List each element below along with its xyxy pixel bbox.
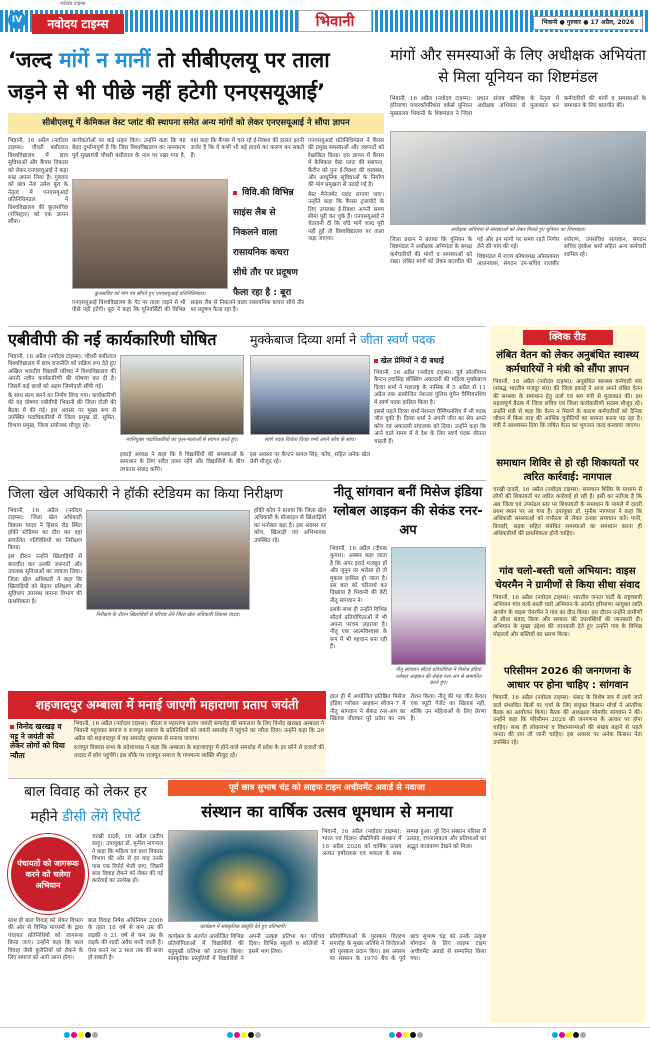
neetu-body-left — [330, 546, 387, 690]
quick-read-item — [493, 349, 642, 431]
quick-read-item — [493, 665, 642, 747]
paragraph: के साथ काम करने का निर्णय लिया गया। कार्यकारिणी की यह घोषणा एबीवीपी भिवानी की जिला टोली की बैठक में की गई। इस अवसर पर मुख्य रूप से उपस्थित पदाधिकारियों में जिला प्रमुख डॉ. सुमित, विभाग प्रमुख, जिला संयोजक मौजूद रहे। — [8, 393, 116, 429]
lead-body-right — [308, 138, 384, 324]
annual-kicker: पूर्व छात्र सुभाष चंद्र को लाइफ टाइम अचीवमेंट अवार्ड से नवाजा — [168, 780, 486, 796]
cmyk-swatch — [552, 1032, 586, 1038]
lead-headline-part: ‘जल्द — [8, 48, 60, 72]
paragraph: साथ ही बाल विवाह को लेकर विभाग की ओर से विभिन्न माध्यमों के द्वारा पंचायत प्रतिनिधियों को जागरूक किया जाए। उन्होंने कहा कि बाल विवाह जैसी कुरीतियों को रोकने के लिए समाज को आगे आना होगा। — [8, 918, 83, 962]
cmyk-swatch — [389, 1032, 423, 1038]
abvp-body-left — [8, 354, 116, 478]
paragraph: भिवानी, 16 अप्रैल (नवोदय टाइम्स): जिला खेल अधिकारी विकास यादव ने हिसार रोड स्थित हॉकी स्टेडियम का दौरा कर वहां संचालित गतिविधियों का निरीक्षण किया। — [8, 508, 82, 552]
pratap-body — [74, 721, 324, 777]
paragraph: शिष्टमंडल में राज्य कोषाध्यक्ष ओमप्रकाश आलनवास, संगठन उप-सचिव राजबीर श्योराण, उपसचिव सत्यवान, संगठन सचिव हरकेश शर्मा सहित अन्य कर्मचारी शामिल रहे। — [477, 237, 646, 268]
boxing-headline — [250, 329, 486, 351]
paragraph: इकाई अध्यक्ष ने कहा कि वे विद्यार्थियों की समस्याओं के समाधान के लिए सदैव तत्पर रहेंगे और विद्यार्थियों के बीच लगातार संवाद करेंगे। — [120, 452, 244, 473]
paragraph: इस अवसर पर कैप्टन कमल सिंह, कोच, सहित अनेक खेल प्रेमी मौजूद रहे। — [250, 452, 370, 466]
paragraph: भिवानी, 16 अप्रैल (नवोदय टाइम्स): चौधरी बंसीलाल विश्वविद्यालय में छात्र राजनीति को सक्रिय रूप देते हुए अखिल भारतीय विद्यार्थी परिषद ने विश्वविद्यालय की अपनी नवीन कार्यकारिणी की घोषणा कर दी है। जिसमें कई छात्रों को अहम जिम्मेदारी सौंपी गई। — [8, 354, 116, 390]
union-body-bottom — [390, 237, 646, 324]
abvp-headline: एबीवीपी की नई कार्यकारिणी घोषित — [8, 330, 217, 349]
bullet-icon — [374, 359, 378, 363]
lead-headline-part: तो सीबीएलयू पर ताला — [150, 48, 330, 72]
abvp-photo — [120, 355, 244, 435]
pullquote-text: खेल प्रेमियों ने दी बधाई — [380, 356, 444, 365]
child-marriage-body-bottom — [8, 918, 163, 1022]
paragraph: भिवानी, 16 अप्रैल (नवोदय टाइम्स): हरियाणा पावरकॉर्पोरेशंस वर्कर्स यूनियन मुख्यालय भिवानी के शिष्टमंडल ने जिला प्रधान संजय कौशिक के नेतृत्व में अधीक्षक अभियंता से मुलाकात कर कर्मचारियों की मांगों व समस्याओं के समाधान के लिए बातचीत की। — [390, 96, 646, 117]
cmyk-swatch — [227, 1032, 261, 1038]
pullquote-text: विवि.की विभिन्न साइंस लैब से निकलने वाला रासायनिक कचरा सीधे तौर पर प्रदूषण फैला रहा है : बूरा — [233, 188, 298, 298]
city-label: भिवानी — [298, 10, 372, 32]
headline-part: बाल विवाह को लेकर हर — [24, 784, 147, 800]
lead-headline — [8, 44, 386, 108]
boxing-photo — [250, 355, 370, 435]
paragraph: राजपूत विकास सभा के प्रदेशाध्यक्ष ने कहा कि अम्बाला के शहजादपुर में होने वाले समारोह में प्रदेश के हर कोने से हजारों की तादाद में लोग पहुंचेंगे। इस मौके पर राजपूत समाज के गणमान्य व्यक्ति मौजूद रहे। — [74, 745, 324, 759]
pratap-pullquote — [10, 722, 70, 776]
masthead — [0, 0, 650, 42]
paragraph: हाल ही में आयोजित प्रतिष्ठित मिसेज इंडिया ग्लोबल आइकन सीजन-7 में नीतू सांगवान ने सेकंड रनर-अप का खिताब जीतकर पूरे प्रदेश का नाम रोशन किया। नीतू की यह जीत केवल एक ब्यूटी पेजेंट का खिताब नहीं, बल्कि उन महिलाओं के लिए प्रेरणा है। — [330, 694, 486, 723]
quick-read-column — [490, 326, 645, 1023]
abvp-body-bottom — [120, 452, 244, 478]
dateline: भिवानी ● गुरुवार ● 17 अप्रैल, 2026 — [533, 16, 643, 30]
annual-headline: संस्थान का वार्षिक उत्सव धूमधाम से मनाया — [201, 802, 453, 821]
paragraph: कार्यकर्ताओं पर कड़े प्रहार किए। उन्होंने कहा कि यह बेहद दुर्भाग्यपूर्ण है कि जिस विश्वविद्यालय का नामकरण पूर्व मुख्यमंत्री चौधरी बंसीलाल के नाम पर रखा गया है, वहां कहा कि कैंपस में चल रहे ई-रिक्शा की हालत इतनी जर्जर है कि वे कभी भी बड़े हादसे का कारण बन सकते हैं। — [72, 138, 304, 159]
quick-read-headline: परिसीमन 2026 की जनगणना के आधार पर होना चाहिए : सांगवान — [504, 666, 631, 692]
paragraph: चरखी दादरी, 16 अप्रैल (प्रदीप साहू): उपायुक्त डॉ. मुनीश नागपाल ने कहा कि महिला एवं बाल विकास विभाग की ओर से हर माह उनके पास एक रिपोर्ट भेजी जाए, जिसमें बाल विवाह रोकने को लेकर की गई कार्रवाई का उल्लेख हो। — [92, 834, 163, 885]
child-marriage-body-right — [92, 834, 163, 914]
abvp-caption: नवनियुक्त पदाधिकारियों का फूल-मालाओं से स्वागत करते हुए। — [125, 437, 239, 443]
brand-logo: नवोदय टाइम्स — [32, 14, 124, 34]
paragraph: एनएसयूआई विश्वविद्यालय के गेट पर ताला जड़ने से भी पीछे नहीं हटेगी। बूरा ने कहा कि यूनिवर्सिटी की विभिन्न साइंस लैब से निकलने वाला रासायनिक कचरा सीधे तौर पर प्रदूषण फैला रहा है। — [72, 300, 304, 314]
quick-read-item — [493, 457, 642, 539]
paragraph: भिवानी, 16 अप्रैल (नवोदय टाइम्स): चौधरी बंसीलाल विश्वविद्यालय में छात्र सुविधाओं और कैंपस विकास को लेकर एनएसयूआई ने कड़ा रुख अपना लिया है। गुरुवार को छात्र नेता उमेश बूरा के नेतृत्व में एनएसयूआई प्रतिनिधिमंडल ने विश्वविद्यालय की कुलसचिव (रजिस्ट्रार) को एक ज्ञापन सौंपा। — [8, 138, 68, 226]
paragraph: कार्यक्रम के अंतर्गत आयोजित विभिन्न प्रतियोगिताओं में विद्यार्थियों की बहुमुखी प्रतिभा को उजागर किया। सांस्कृतिक प्रस्तुतियों में विद्यार्थियों ने अपनी उत्कृष्ट प्रतिभा का परिचय दिया। विभिन्न स्कूलों व कॉलेजों ने इसमें भाग लिया। — [168, 934, 325, 963]
headline-part: महीने — [30, 809, 63, 825]
divider — [8, 326, 486, 327]
paragraph: भिवानी, 16 अप्रैल (नवोदय टाइम्स): भारत एवं विज्ञान प्रौद्योगिकी संस्थान में 16 अप्रैल 2026 को वार्षिक उत्सव अत्यंत हर्षोल्लास एवं भव्यता के साथ सम्पन्न हुआ। पूरे दिन संस्थान परिसर में उत्साह, रचनात्मकता और प्रतिभाओं का अद्भुत वातावरण देखने को मिला। — [322, 829, 486, 858]
union-caption: अधीक्षक अभियंता से समस्याओं को लेकर मिलते हुए यूनियन का शिष्टमंडल। — [450, 227, 586, 233]
pratap-headline: शहजादपुर अम्बाला में मनाई जाएगी महाराणा प्रताप जयंती — [8, 691, 326, 719]
paragraph: एनएसयूआई प्रतिनिधिमंडल ने कैंपस की प्रमुख समस्याओं और जरूरतों को रेखांकित किया। इस ज्ञापन में कैंपस में केमिकल वेस्ट प्लांट की स्थापना, कैंटीन को पुनः ई-रिक्शा की व्यवस्था, और आधुनिक सुविधाओं के निर्माण की मांग प्रमुखता से उठाई गई है। — [308, 138, 384, 189]
callout-text: पंचायतों को जागरूक करने को चलेगा अभियान — [17, 858, 79, 890]
paragraph: भिवानी, 16 अप्रैल (नवोदय टाइम्स): पूर्व ओलंपियन कैप्टन हवासिंह बॉक्सिंग अकादमी की महिला मुक्केबाज दिव्या शर्मा ने महाराष्ट्र के नासिक में 5 अप्रैल से 11 अप्रैल तक आयोजित नेशनल पुलिस वूमेन चैम्पियनशिप में स्वर्ण पदक हासिल किया है। — [374, 370, 486, 406]
boxing-body-right — [374, 370, 486, 478]
quick-read-body: भिवानी, 16 अप्रैल (नवोदय टाइम्स): अनुबंधित स्वास्थ्य कर्मचारी संघ (संबद्ध भारतीय मजदूर संघ) की जिला इकाई ने आज अपने लंबित वेतन की समस्या के समाधान हेतु उर्जा एवं श्रम मंत्री से मुलाकात की। इस महत्वपूर्ण बैठक में जिला सचिव एवं जिला कार्यकारिणी सदस्य मौजूद रहे। उन्होंने मंत्री से कहा कि वेतन न मिलने के कारण कर्मचारियों को दैनिक जीवन में किस तरह की आर्थिक चुनौतियों का सामना करना पड़ रहा है। मंत्री ने आश्वासन दिया कि लंबित वेतन का भुगतान जल्द करवाया जाएगा। — [493, 379, 642, 430]
lead-pullquote — [232, 179, 304, 297]
hockey-body-left — [8, 508, 82, 688]
divider — [8, 480, 486, 481]
hockey-photo — [86, 510, 250, 610]
lead-deck: सीबीएलयू में केमिकल वेस्ट प्लांट की स्थापना समेत अन्य मांगों को लेकर एनएसयूआई ने सौंपा ज्ञापन — [8, 113, 384, 134]
union-photo — [390, 131, 646, 225]
child-marriage-headline — [8, 780, 163, 830]
annual-photo — [168, 830, 318, 922]
lead-headline-line2: जड़ने से भी पीछे नहीं हटेगी एनएसयूआई’ — [8, 80, 326, 104]
bullet-icon — [10, 725, 14, 729]
annual-caption: कार्यक्रम में सांस्कृतिक प्रस्तुति देते हुए प्रतिभागी। — [199, 924, 287, 930]
quick-read-headline: समाधान शिविर से हो रही शिकायतों पर त्वरित कार्रवाई: नागपाल — [496, 457, 639, 483]
paragraph: इससे पहले दिव्या शर्मा नेशनल चैम्पियनशिप में भी पदक जीत चुकी हैं। दिव्या शर्मा ने अपनी जीत का श्रेय अपने कोच एवं अकादमी संचालक को दिया। उन्होंने कहा कि आने वाले समय में वे देश के लिए स्वर्ण पदक जीतना चाहती हैं। — [374, 409, 486, 445]
pullquote-text: विनोद खरखड़ व मट्टू ने जयंती को लेकर लोगों को दिया न्यौता — [10, 722, 65, 760]
annual-body-bottom — [168, 934, 486, 1022]
paragraph: भिवानी, 16 अप्रैल (दीपक कुमार): अक्सर कहा जाता है कि अगर इरादे मजबूत हों और जुनून पर भरोसा हो तो मुकाम हासिल हो जाता है। इस बात को चरितार्थ कर दिखाया है भिवानी की बेटी नीतू सांगवान ने। — [330, 546, 387, 604]
boxing-caption: स्वर्ण पदक विजेता दिव्या शर्मा अपने कोच के साथ। — [264, 437, 356, 443]
lead-caption: कुलसचिव को मांग पत्र सौंपते हुए एनएसयूआई प्रतिनिधिमंडल। — [94, 291, 206, 297]
neetu-body-bottom — [330, 694, 486, 774]
neetu-headline: नीतू सांगवान बनीं मिसेज इंडिया ग्लोबल आइकन की सेकंड रनर-अप — [333, 485, 483, 538]
quick-read-label: क्विक रीड — [523, 330, 613, 345]
paragraph: प्रतियोगिताओं के पुरस्कार वितरण समारोह के मुख्य अतिथि ने विजेताओं को पुरस्कार प्रदान किए। इस अवसर पर संस्थान के 1970 बैच के पूर्व छात्र सुभाष चंद्र को उनके उत्कृष्ट योगदान के लिए लाइफ टाइम अचीवमेंट अवार्ड से सम्मानित किया गया। — [329, 934, 486, 963]
quick-read-headline: गांव चलो-बस्ती चलो अभियान: वाइस चेयरमैन ने ग्रामीणों से किया सीधा संवाद — [495, 565, 640, 591]
lead-body-top — [72, 138, 304, 176]
paragraph: इसके साथ ही उन्होंने विभिन्न सौंदर्य प्रतियोगिताओं में भी अपना परचम लहराया है। नीतू एक आत्मविश्वास के रूप में भी पहचान बना रही हैं। — [330, 607, 387, 651]
paragraph: हॉकी कोच ने बताया कि जिला खेल अधिकारी के प्रोत्साहन से खिलाड़ियों का मनोबल बढ़ा है। इस अवसर पर कोच, खिलाड़ी एवं अभिभावक उपस्थित रहे। — [254, 508, 326, 544]
quick-read-headline: लंबित वेतन को लेकर अनुबंधित स्वास्थ्य कर्मचारियों ने मंत्री को सौंपा ज्ञापन — [496, 350, 639, 375]
union-headline: मांगों और समस्याओं के लिए अधीक्षक अभियंता से मिला यूनियन का शिष्टमंडल — [390, 46, 646, 86]
bullet-icon — [233, 191, 237, 195]
divider — [8, 778, 486, 779]
paragraph: भिवानी, 16 अप्रैल (नवोदय टाइम्स): वीरता व महाराणा प्रताप जयंती समारोह की सफलता के लिए विनोद खरखड़ अम्बाला ने भिवानी पहुंचकर समाज व राजपूत समाज के प्रतिनिधियों को जयंती समारोह में पहुंचने का न्यौता दिया। उन्होंने कहा कि 26 अप्रैल को शहजादपुर में यह समारोह धूमधाम से मनाया जाएगा। — [74, 721, 324, 742]
paragraph: इस दौरान उन्होंने खिलाड़ियों से बातचीत कर उनकी जरूरतों और उपलब्ध सुविधाओं का जायजा लिया। जिला खेल अधिकारी ने कहा कि खिलाड़ियों को बेहतर प्रशिक्षण और सुविधाएं उपलब्ध कराना विभाग की प्राथमिकता है। — [8, 554, 82, 605]
lead-body-left — [8, 138, 68, 324]
hockey-body-right — [254, 508, 326, 688]
quick-read-item — [493, 565, 642, 639]
page-number: IV — [8, 11, 26, 29]
lead-headline-highlight: मांगें न मानीं — [59, 48, 151, 72]
brand-tagline: नवोदय टाइम्स — [60, 1, 86, 7]
quick-read-body: भिवानी, 16 अप्रैल (नवोदय टाइम्स): संसद के विशेष सत्र में लाये जाने वाले संभावित बिलों पर चर्चा के लिए संयुक्त किसान मोर्चा ने आंतरिक बैठक का आयोजन किया। बैठक की अध्यक्षता सोमवीर सांगवान ने की। उन्होंने कहा कि परिसीमन 2026 की जनगणना के आधार पर होना चाहिए। साथ ही लोकसभा व विधानसभाओं की संख्या बढ़ाने से पहले जनता की राय ली जानी चाहिए। इस अवसर पर अनेक किसान नेता उपस्थित रहे। — [493, 695, 642, 746]
boxing-pullquote — [374, 355, 486, 367]
print-color-bar — [0, 1027, 650, 1041]
quick-read-body: भिवानी, 16 अप्रैल (नवोदय टाइम्स): भारतीय जनता पार्टी के राष्ट्रव्यापी अभियान गांव चलो-बस्ती चलो अभियान के अंतर्गत हरियाणा आयुक्त जाति आयोग के वाइस चेयरमैन ने गांव का दौरा किया। इस दौरान उन्होंने ग्रामीणों से सीधा संवाद किया और सरकार की उपलब्धियों की जानकारी दी। अभियान के मुख्य उद्देश्य की जानकारी देते हुए उन्होंने गांव के विभिन्न मोहल्लों और बस्तियों का भ्रमण किया। — [493, 594, 642, 638]
hockey-headline: जिला खेल अधिकारी ने हॉकी स्टेडियम का किया निरीक्षण — [8, 486, 283, 502]
headline-highlight: डीसी लेंगे रिपोर्ट — [62, 809, 141, 825]
child-marriage-callout — [8, 834, 88, 914]
headline-highlight: जीता स्वर्ण पदक — [360, 332, 436, 347]
paragraph: बेस्ट मैनेजमेंट प्लांट लगाया जाए। उन्होंने कहा कि कैंपस ट्रांसपोर्ट के लिए उपलब्ध ई-रिक्शा अपनी समय सीमा पूरी कर चुके हैं। एनएसयूआई ने चेतावनी दी कि यदि मांगें जल्द पूरी नहीं हुईं तो विश्वविद्यालय पर ताला जड़ा जाएगा। — [308, 191, 384, 243]
neetu-caption: नीतू सांगवान सौंदर्य प्रतियोगिता में मिसेज इंडिया ग्लोबल आइकन की सेकंड रनर-अप से सम्मानित करते हुए। — [395, 667, 482, 686]
paragraph: बाल विवाह निषेध अधिनियम 2006 के तहत 18 वर्ष से कम उम्र की लड़की व 21 वर्ष से कम उम्र के लड़के की शादी अवैध मानी जाती है। ऐसा करने पर 2 साल तक की सजा हो सकती है। — [88, 918, 163, 962]
quick-read-body: चरखी दादरी, 16 अप्रैल (नवोदय टाइम्स): समाधान शिविर के माध्यम से लोगों की शिकायतों पर त्वरित कार्रवाई हो रही है। इसी का नतीजा है कि अब जिला एवं उपमंडल स्तर पर शिकायतों के समाधान के मामले में दादरी प्रथम स्थान पर आ गया है। उपायुक्त डॉ. मुनीश नागपाल ने कहा कि अधिकारी समस्याओं को गंभीरता से लेकर उनका समाधान करें। पानी, बिजली, सड़क सहित संबंधित समस्याओं का समाधान करना ही अधिकारियों की प्राथमिकता होनी चाहिए। — [493, 486, 642, 538]
lead-photo — [72, 179, 228, 289]
headline-part: मुक्केबाज दिव्या शर्मा ने — [250, 332, 361, 347]
boxing-body-bottom — [250, 452, 370, 478]
neetu-photo — [391, 547, 486, 665]
lead-body-bottom — [72, 300, 304, 324]
annual-body-right — [322, 829, 486, 931]
union-body-top — [390, 96, 646, 128]
paragraph: जिला प्रधान ने बताया कि यूनियन के शिष्टमंडल ने अधीक्षक अभियंता के समक्ष कर्मचारियों की मांगों व समस्याओं को रखा। लंबित मांगों को लेकर बातचीत की गई और इन मांगों पर समय रहते निर्णय लेने की मांग की गई। — [390, 237, 559, 266]
hockey-caption: निरीक्षण के दौरान खिलाड़ियों से परिचय लेते जिला खेल अधिकारी विकास यादव। — [95, 612, 241, 618]
cmyk-swatch — [64, 1032, 98, 1038]
